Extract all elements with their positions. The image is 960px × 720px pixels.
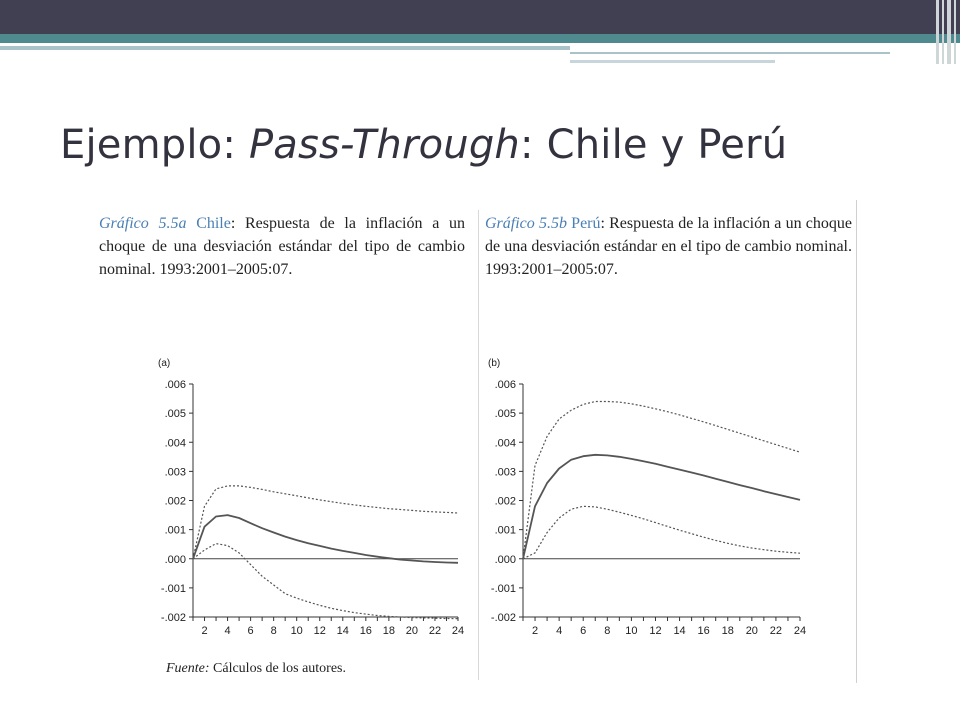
header-stripe xyxy=(942,0,944,64)
header-rule xyxy=(570,60,775,63)
x-tick-label: 14 xyxy=(673,625,686,637)
confidence-band-line xyxy=(193,544,458,619)
x-tick-label: 6 xyxy=(580,625,587,637)
source-note xyxy=(166,661,346,677)
header-rule xyxy=(570,52,890,54)
title-italic: Pass-Through xyxy=(248,122,520,168)
x-tick-label: 12 xyxy=(649,625,662,637)
panel-label: (a) xyxy=(158,358,171,369)
x-tick-label: 22 xyxy=(769,625,783,637)
y-tick-label: .003 xyxy=(494,466,516,479)
y-tick-label: -.001 xyxy=(160,582,186,595)
x-tick-label: 16 xyxy=(359,625,372,637)
y-tick-label: .005 xyxy=(164,408,186,421)
header-accent-band xyxy=(0,34,960,43)
y-tick-label: .002 xyxy=(164,495,186,508)
y-tick-label: .002 xyxy=(494,495,516,508)
caption-peru xyxy=(485,212,852,281)
header-bar xyxy=(0,0,960,34)
x-tick-label: 10 xyxy=(625,625,638,637)
title-prefix: Ejemplo: xyxy=(60,122,249,168)
header-stripe xyxy=(954,0,956,64)
x-tick-label: 2 xyxy=(531,625,539,637)
x-tick-label: 18 xyxy=(721,625,734,637)
y-tick-label: .000 xyxy=(494,553,516,566)
caption-label: Gráfico 5.5a xyxy=(99,215,187,232)
x-tick-label: 8 xyxy=(270,625,277,637)
x-tick-label: 4 xyxy=(556,625,563,637)
x-tick-label: 14 xyxy=(336,625,349,637)
source-label: Fuente: xyxy=(166,661,210,676)
chart-chile xyxy=(140,350,470,645)
x-tick-label: 20 xyxy=(405,625,419,637)
x-tick-label: 22 xyxy=(428,625,442,637)
header-stripe xyxy=(936,0,939,64)
header-rule xyxy=(0,46,570,50)
header-stripe xyxy=(947,0,951,64)
caption-country: Perú xyxy=(571,215,601,232)
y-tick-label: .005 xyxy=(494,408,516,421)
x-tick-label: 8 xyxy=(604,625,611,637)
y-tick-label: .001 xyxy=(494,524,516,537)
y-tick-label: .004 xyxy=(164,437,186,450)
impulse-response-line xyxy=(523,455,800,559)
chart-peru xyxy=(470,350,810,645)
y-tick-label: -.001 xyxy=(490,582,516,595)
y-tick-label: .006 xyxy=(164,379,186,391)
confidence-band-line xyxy=(523,506,800,559)
y-tick-label: .003 xyxy=(164,466,186,479)
x-tick-label: 20 xyxy=(745,625,758,637)
slide-title xyxy=(60,122,787,168)
x-tick-label: 6 xyxy=(247,625,254,637)
x-tick-label: 18 xyxy=(382,625,395,637)
y-tick-label: .004 xyxy=(494,437,516,450)
x-tick-label: 12 xyxy=(313,625,326,637)
caption-chile xyxy=(99,212,465,281)
source-text: Cálculos de los autores. xyxy=(209,661,347,676)
caption-label: Gráfico 5.5b xyxy=(485,215,567,232)
x-tick-label: 24 xyxy=(451,625,465,637)
x-tick-label: 16 xyxy=(697,625,710,637)
x-tick-label: 10 xyxy=(290,625,303,637)
x-tick-label: 4 xyxy=(224,625,231,637)
y-tick-label: .000 xyxy=(164,553,186,566)
caption-text: : Respuesta de la inflación a un choque de una desviación estándar del tipo de cambio nominal. 1993:2001–2005:07. xyxy=(99,215,466,278)
panel-label: (b) xyxy=(488,358,501,369)
title-suffix: : Chile y Perú xyxy=(519,122,788,168)
caption-country: Chile xyxy=(196,215,231,232)
y-tick-label: .006 xyxy=(494,379,516,391)
y-tick-label: -.002 xyxy=(490,612,516,624)
y-tick-label: .001 xyxy=(164,524,186,537)
caption-text: : Respuesta de la inflación a un choque de una desviación estándar en el tipo de cambio nominal. 1993:2001–2005:07. xyxy=(485,215,853,278)
confidence-band-line xyxy=(523,402,800,559)
x-tick-label: 24 xyxy=(793,625,807,637)
x-tick-label: 2 xyxy=(201,625,208,637)
impulse-response-line xyxy=(193,515,458,563)
y-tick-label: -.002 xyxy=(160,612,186,624)
